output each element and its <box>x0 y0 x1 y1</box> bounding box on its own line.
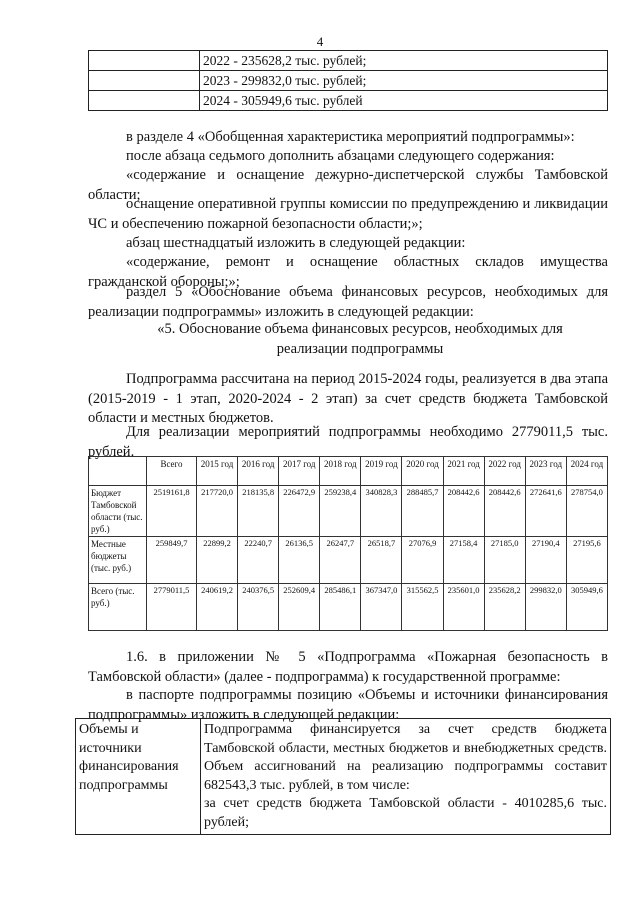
row-label: Всего (тыс. руб.) <box>89 584 147 631</box>
section-title: «5. Обоснование объема финансовых ресурсов, необходимых для реализации подпрограммы <box>157 321 563 357</box>
table-row <box>89 486 608 537</box>
table-header-cell: 2018 год <box>320 457 361 486</box>
finance-table <box>88 456 608 631</box>
table-cell-label: Объемы и источники финансирования подпрограммы <box>76 719 201 835</box>
paragraph: «содержание, ремонт и оснащение областных складов имущества гражданской обороны;»; <box>88 254 608 290</box>
paragraph: в паспорте подпрограммы позицию «Объемы и источники финансирования подпрограммы» изложить в следующей редакции: <box>88 687 608 723</box>
paragraph: 1.6. в приложении № 5 «Подпрограмма «Пожарная безопасность в Тамбовской области» (далее - подпрограмма) к государственной программе: <box>88 649 608 685</box>
table-row <box>89 71 608 91</box>
table-cell-value: 27190,4 <box>525 537 566 584</box>
table-cell-value: 285486,1 <box>320 584 361 631</box>
paragraph: в разделе 4 «Обобщенная характеристика мероприятий подпрограммы»: <box>126 129 575 145</box>
table-cell-value: 218135,8 <box>238 486 279 537</box>
table-cell-value: 272641,6 <box>525 486 566 537</box>
table-cell-value: 299832,0 <box>525 584 566 631</box>
table-cell-value: 2779011,5 <box>147 584 197 631</box>
table-header-cell: 2022 год <box>484 457 525 486</box>
table-header-row <box>89 457 608 486</box>
table-cell-content <box>201 719 611 835</box>
table-cell-value: 22899,2 <box>197 537 238 584</box>
table-cell: 2023 - 299832,0 тыс. рублей; <box>200 71 608 91</box>
table-cell: 2024 - 305949,6 тыс. рублей <box>200 91 608 111</box>
table-header-cell: 2017 год <box>279 457 320 486</box>
table-cell-value: 340828,3 <box>361 486 402 537</box>
table-row <box>89 91 608 111</box>
paragraph: Подпрограмма рассчитана на период 2015-2024 годы, реализуется в два этапа (2015-2019 - 1 этап, 2020-2024 - 2 этап) за счет средств бюджета Тамбовской области и местных бюджетов. <box>88 371 608 426</box>
paragraph: абзац шестнадцатый изложить в следующей редакции: <box>126 235 466 251</box>
table-row <box>89 537 608 584</box>
funding-years-table <box>88 50 608 111</box>
table-row <box>76 719 611 835</box>
table-header-cell: 2015 год <box>197 457 238 486</box>
funding-sources-table <box>75 718 611 835</box>
table-cell-value: 278754,0 <box>566 486 607 537</box>
table-row <box>89 51 608 71</box>
table-cell-value: 305949,6 <box>566 584 607 631</box>
table-cell-value: 27158,4 <box>443 537 484 584</box>
paragraph: Подпрограмма финансируется за счет средств бюджета Тамбовской области, местных бюджетов и внебюджетных средств. Объем ассигнований на реализацию подпрограммы составит 682543,3 тыс. рублей, в том числе: <box>204 722 607 793</box>
table-cell-value: 235628,2 <box>484 584 525 631</box>
table-header-cell: 2019 год <box>361 457 402 486</box>
table-header-cell <box>89 457 147 486</box>
paragraph: оснащение оперативной группы комиссии по предупреждению и ликвидации ЧС и обеспечению пожарной безопасности области;»; <box>88 196 608 232</box>
table-cell-value: 26247,7 <box>320 537 361 584</box>
row-label: Местные бюджеты (тыс. руб.) <box>89 537 147 584</box>
paragraph: после абзаца седьмого дополнить абзацами следующего содержания: <box>126 148 555 164</box>
table-header-cell: 2020 год <box>402 457 443 486</box>
table-header-cell: Всего <box>147 457 197 486</box>
table-cell-value: 259849,7 <box>147 537 197 584</box>
table-cell-value: 26518,7 <box>361 537 402 584</box>
table-cell-value: 288485,7 <box>402 486 443 537</box>
table-header-cell: 2021 год <box>443 457 484 486</box>
table-cell-value: 208442,6 <box>443 486 484 537</box>
table-cell-value: 217720,0 <box>197 486 238 537</box>
table-cell-value: 235601,0 <box>443 584 484 631</box>
table-cell-value: 26136,5 <box>279 537 320 584</box>
table-cell-value: 240619,2 <box>197 584 238 631</box>
table-cell-value: 27076,9 <box>402 537 443 584</box>
paragraph: Для реализации мероприятий подпрограммы необходимо 2779011,5 тыс. рублей. <box>88 424 608 460</box>
table-cell-value: 27185,0 <box>484 537 525 584</box>
table-cell-value: 2519161,8 <box>147 486 197 537</box>
table-cell-value: 315562,5 <box>402 584 443 631</box>
paragraph: раздел 5 «Обоснование объема финансовых ресурсов, необходимых для реализации подпрограммы» изложить в следующей редакции: <box>88 284 608 320</box>
table-cell-value: 27195,6 <box>566 537 607 584</box>
paragraph: за счет средств бюджета Тамбовской области - 4010285,6 тыс. рублей; <box>204 796 607 830</box>
table-header-cell: 2024 год <box>566 457 607 486</box>
table-row <box>89 584 608 631</box>
table-header-cell: 2023 год <box>525 457 566 486</box>
table-cell-value: 259238,4 <box>320 486 361 537</box>
table-cell-value: 208442,6 <box>484 486 525 537</box>
table-cell-value: 22240,7 <box>238 537 279 584</box>
table-cell: 2022 - 235628,2 тыс. рублей; <box>200 51 608 71</box>
table-cell-value: 252609,4 <box>279 584 320 631</box>
table-cell-value: 226472,9 <box>279 486 320 537</box>
table-header-cell: 2016 год <box>238 457 279 486</box>
paragraph: «содержание и оснащение дежурно-диспетчерской службы Тамбовской области; <box>88 167 608 203</box>
page-number: 4 <box>316 34 324 49</box>
row-label: Бюджет Тамбовской области (тыс. руб.) <box>89 486 147 537</box>
table-cell-value: 240376,5 <box>238 584 279 631</box>
table-cell-value: 367347,0 <box>361 584 402 631</box>
